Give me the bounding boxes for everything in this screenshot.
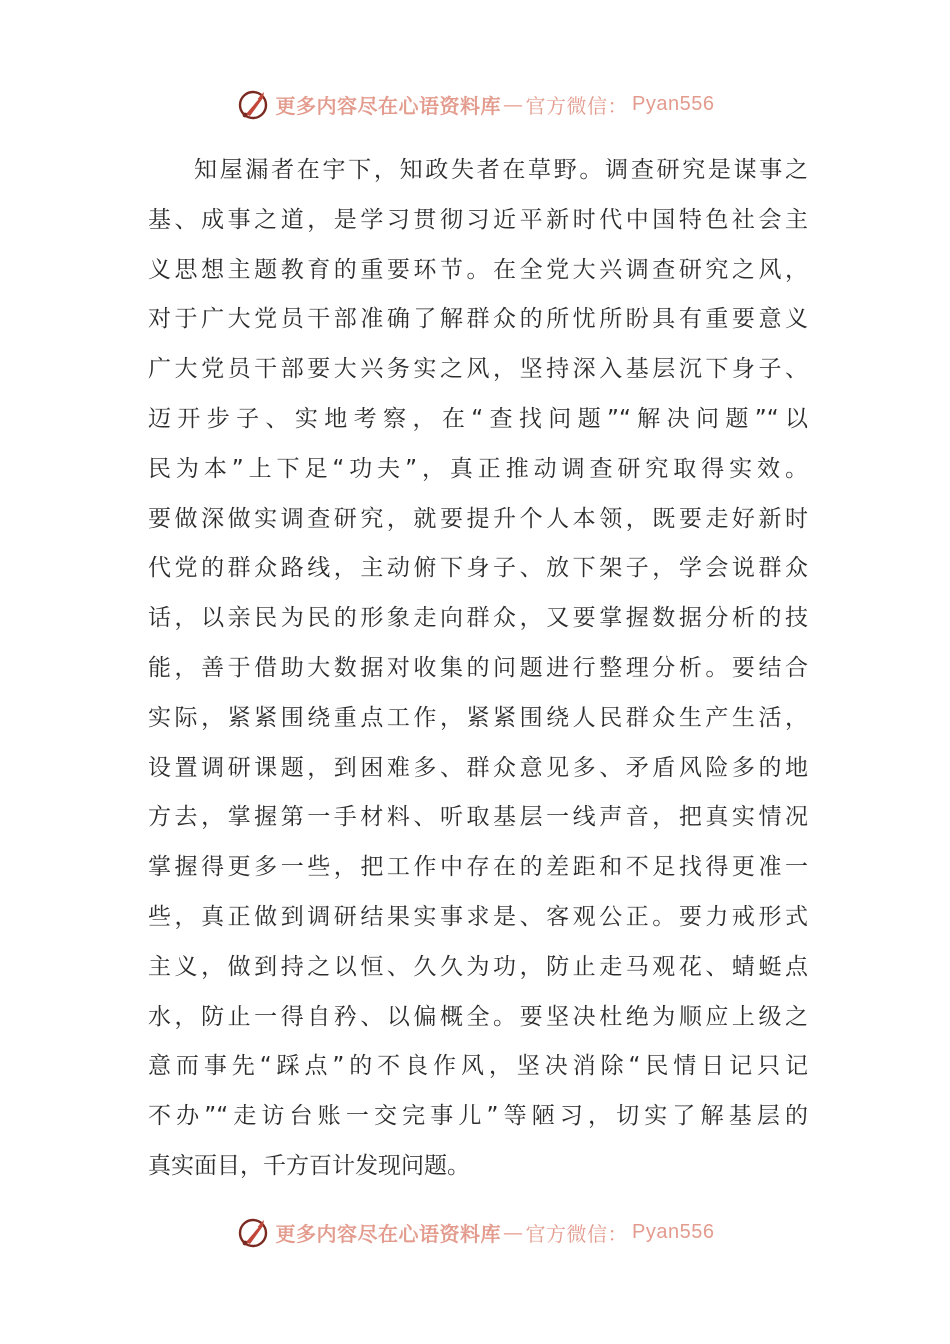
paragraph-line: 设置调研课题，到困难多、群众意见多、矛盾风险多的地 <box>148 754 808 781</box>
paragraph-line: 真实面目，千方百计发现问题。 <box>148 1152 470 1179</box>
paragraph-line: 迈开步子、实地考察，在“查找问题”“解决问题”“以 <box>148 405 808 432</box>
paragraph-line: 水，防止一得自矜、以偏概全。要坚决杜绝为顺应上级之 <box>148 1003 808 1030</box>
document-body <box>148 146 808 1192</box>
paragraph-line: 掌握得更多一些，把工作中存在的差距和不足找得更准一 <box>148 854 808 881</box>
footer-banner <box>0 1212 950 1252</box>
footer-dash: — <box>503 1220 524 1244</box>
paragraph-line: 实际，紧紧围绕重点工作，紧紧围绕人民群众生产生活， <box>148 704 808 731</box>
header-wechat-id: Pyan556 <box>632 92 715 115</box>
footer-wechat-id: Pyan556 <box>632 1220 715 1243</box>
paragraph-line: 民为本”上下足“功夫”，真正推动调查研究取得实效。 <box>148 455 808 482</box>
paragraph-line: 主义，做到持之以恒、久久为功，防止走马观花、蜻蜓点 <box>148 953 808 980</box>
paragraph-line: 广大党员干部要大兴务实之风，坚持深入基层沉下身子、 <box>148 356 808 383</box>
footer-wechat-label: 官方微信： <box>525 1221 629 1246</box>
paragraph-line: 意而事先“踩点”的不良作风，坚决消除“民情日记只记 <box>148 1053 808 1080</box>
paragraph-line: 不办”“走访台账一交完事儿”等陋习，切实了解基层的 <box>148 1103 808 1130</box>
paragraph-line: 话，以亲民为民的形象走向群众，又要掌握数据分析的技 <box>148 605 808 632</box>
paragraph-line: 知屋漏者在宇下，知政失者在草野。调查研究是谋事之 <box>194 157 808 183</box>
paragraph-line: 要做深做实调查研究，就要提升个人本领，既要走好新时 <box>148 505 808 532</box>
header-banner <box>0 84 950 124</box>
header-brand-text: 更多内容尽在心语资料库 <box>275 93 502 118</box>
paragraph-line: 方去，掌握第一手材料、听取基层一线声音，把真实情况 <box>148 804 808 831</box>
paragraph-line: 基、成事之道，是学习贯彻习近平新时代中国特色社会主 <box>148 206 808 233</box>
paragraph-line: 对于广大党员干部准确了解群众的所忧所盼具有重要意义 <box>148 306 808 333</box>
header-wechat-label: 官方微信： <box>525 93 629 118</box>
pen-nib-logo-icon <box>236 1215 270 1249</box>
paragraph-line: 些，真正做到调研结果实事求是、客观公正。要力戒形式 <box>148 903 808 930</box>
paragraph-line: 义思想主题教育的重要环节。在全党大兴调查研究之风， <box>148 256 808 283</box>
paragraph-line: 能，善于借助大数据对收集的问题进行整理分析。要结合 <box>148 654 808 681</box>
pen-nib-logo-icon <box>236 87 270 121</box>
header-dash: — <box>503 92 524 116</box>
paragraph-line: 代党的群众路线，主动俯下身子、放下架子，学会说群众 <box>148 555 808 582</box>
footer-brand-text: 更多内容尽在心语资料库 <box>275 1221 502 1246</box>
